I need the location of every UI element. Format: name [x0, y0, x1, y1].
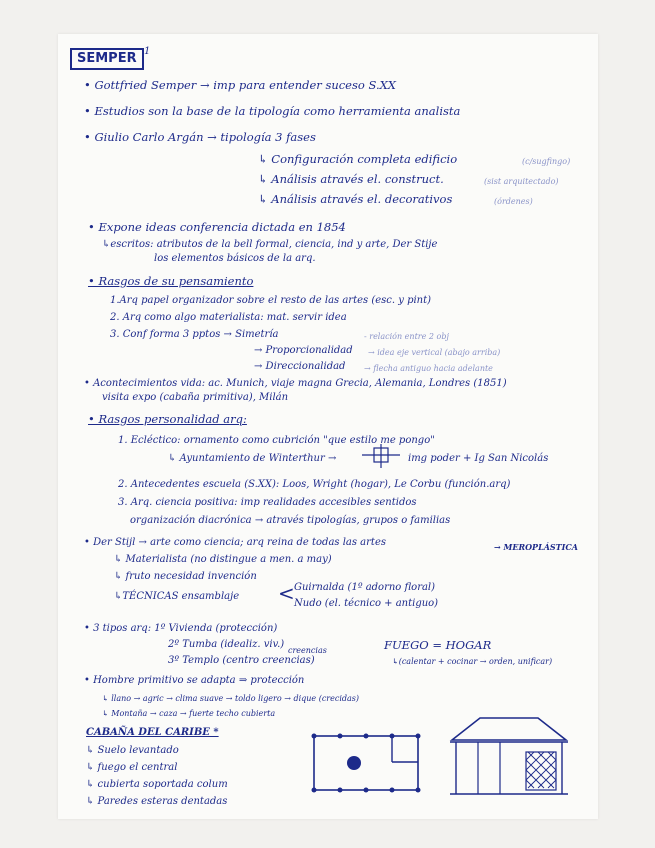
note-line: ↳ Montaña → caza → fuerte techo cubierta [102, 709, 276, 718]
note-line: • Giulio Carlo Argán → tipología 3 fases [84, 130, 316, 144]
section-heading: • Rasgos de su pensamiento [88, 274, 254, 288]
note-line: • Estudios son la base de la tipología como herramienta analista [84, 104, 461, 118]
note-line: ↳(calentar + cocinar → orden, unificar) [392, 657, 553, 666]
note-line: ↳ Paredes esteras dentadas [86, 796, 228, 807]
note-line: ↳ Análisis através el. construct. [258, 172, 444, 186]
note-annotation: → idea eje vertical (abajo arriba) [368, 348, 501, 357]
hut-elevation-sketch [442, 714, 572, 800]
page-title: SEMPER [70, 48, 144, 70]
note-line: 3º Templo (centro creencias) [168, 655, 315, 666]
note-annotation: → flecha antiguo hacia adelante [364, 364, 493, 373]
note-line: ↳ cubierta soportada colum [86, 779, 228, 790]
note-line: → Proporcionalidad [254, 345, 353, 356]
note-line: ↳escritos: atributos de la bell formal, ciencia, ind y arte, Der Stije [102, 239, 438, 250]
note-annotation: - relación entre 2 obj [364, 332, 449, 341]
note-line: 2. Arq como algo materialista: mat. servir idea [110, 312, 347, 323]
note-annotation: creencias [288, 646, 327, 655]
note-line: 2. Antecedentes escuela (S.XX): Loos, Wright (hogar), Le Corbu (función.arq) [118, 479, 511, 490]
note-line: Nudo (el. técnico + antiguo) [294, 598, 439, 609]
note-line: 2º Tumba (idealiz. viv.) [168, 639, 285, 650]
note-line: ↳ Ayuntamiento de Winterthur → [168, 453, 337, 464]
note-annotation: (c/sugfingo) [522, 157, 571, 166]
note-line: • Gottfried Semper → imp para entender suceso S.XX [84, 78, 396, 92]
note-line: 1. Ecléctico: ornamento como cubrición "que estilo me pongo" [118, 435, 435, 446]
note-line: 3. Arq. ciencia positiva: imp realidades accesibles sentidos [118, 497, 417, 508]
note-line: 1.Arq papel organizador sobre el resto de las artes (esc. y pint) [110, 295, 432, 306]
note-line: ↳ Análisis através el. decorativos [258, 192, 453, 206]
note-line: ↳ llano → agric → clima suave → toldo ligero → dique (crecidas) [102, 694, 360, 703]
note-line: los elementos básicos de la arq. [154, 253, 316, 264]
note-line: Guirnalda (1º adorno floral) [294, 582, 436, 593]
note-line: visita expo (cabaña primitiva), Milán [102, 392, 289, 403]
brace-icon: < [278, 581, 295, 605]
note-line: • Hombre primitivo se adapta ⇒ protección [84, 675, 305, 686]
note-annotation: (órdenes) [494, 197, 533, 206]
note-line: img poder + Ig San Nicolás [408, 453, 549, 464]
hut-floor-plan-sketch [310, 732, 422, 794]
note-line: ↳ Materialista (no distingue a men. a may) [114, 554, 332, 565]
note-line: • 3 tipos arq: 1º Vivienda (protección) [84, 623, 278, 634]
note-line: ↳ fuego el central [86, 762, 178, 773]
page-number: 1 [144, 46, 151, 57]
notebook-sheet [58, 34, 598, 819]
town-hall-sketch [360, 444, 402, 468]
note-line: FUEGO = HOGAR [384, 638, 492, 652]
note-line: ↳TÉCNICAS ensamblaje [114, 591, 240, 602]
note-line: → MEROPLÁSTICA [494, 542, 578, 552]
note-annotation: (sist arquitectado) [484, 177, 559, 186]
note-line: ↳ Configuración completa edificio [258, 152, 458, 166]
note-line: → Direccionalidad [254, 361, 346, 372]
section-heading: CABAÑA DEL CARIBE * [86, 727, 219, 738]
note-line: ↳ Suelo levantado [86, 745, 179, 756]
note-line: 3. Conf forma 3 pptos → Simetría [110, 329, 279, 340]
section-heading: • Rasgos personalidad arq: [88, 412, 247, 426]
note-line: • Expone ideas conferencia dictada en 1854 [88, 220, 346, 234]
note-line: • Der Stijl → arte como ciencia; arq reina de todas las artes [84, 537, 386, 548]
note-line: ↳ fruto necesidad invención [114, 571, 257, 582]
note-line: • Acontecimientos vida: ac. Munich, viaje magna Grecia, Alemania, Londres (1851) [84, 378, 507, 389]
note-line: organización diacrónica → através tipologías, grupos o familias [130, 515, 451, 526]
